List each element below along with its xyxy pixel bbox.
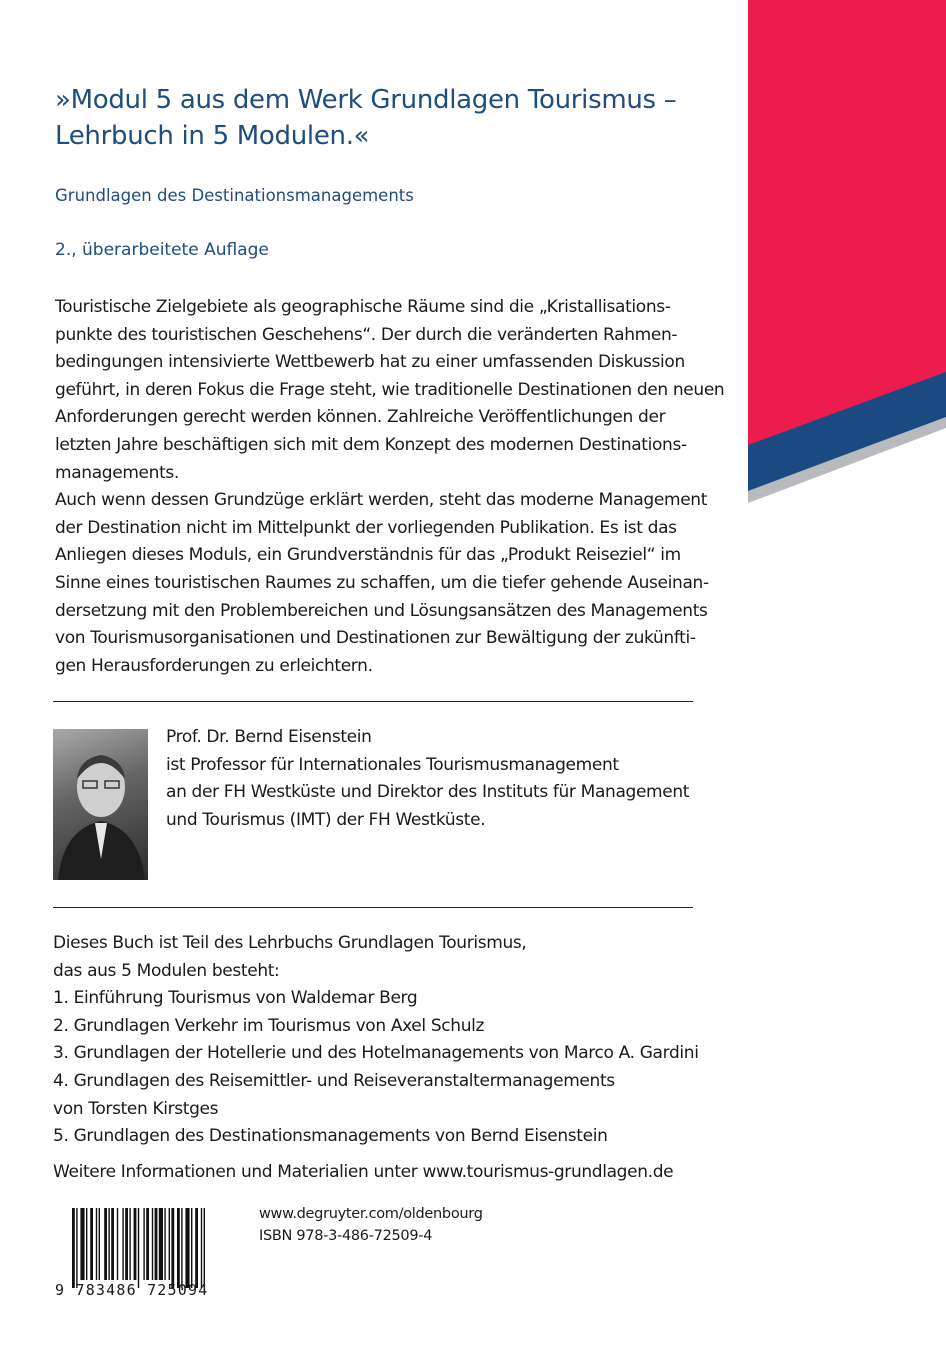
blurb-line: bedingungen intensivierte Wettbewerb hat zu einer umfassenden Diskussion bbox=[55, 352, 685, 373]
blurb-line: von Tourismusorganisationen und Destinationen zur Bewältigung der zukünfti- bbox=[55, 628, 696, 649]
blurb-line: letzten Jahre beschäftigen sich mit dem Konzept des modernen Destinations- bbox=[55, 434, 687, 455]
blurb-line: dersetzung mit den Problembereichen und Lösungsansätzen des Managements bbox=[55, 600, 708, 621]
subtitle: Grundlagen des Destinationsmanagements bbox=[55, 186, 414, 205]
isbn: ISBN 978-3-486-72509-4 bbox=[259, 1228, 433, 1244]
blurb-line: geführt, in deren Fokus die Frage steht, wie traditionelle Destinationen den neuen bbox=[55, 379, 725, 400]
series-line: 5. Grundlagen des Destinationsmanagements von Bernd Eisenstein bbox=[53, 1126, 608, 1147]
blurb-line: Sinne eines touristischen Raumes zu schaffen, um die tiefer gehende Auseinan- bbox=[55, 572, 709, 593]
author-line: und Tourismus (IMT) der FH Westküste. bbox=[166, 809, 486, 830]
blurb-line: der Destination nicht im Mittelpunkt der vorliegenden Publikation. Es ist das bbox=[55, 517, 677, 538]
series-line: von Torsten Kirstges bbox=[53, 1098, 219, 1119]
isbn-barcode bbox=[70, 1208, 210, 1288]
author-line: Prof. Dr. Bernd Eisenstein bbox=[166, 727, 372, 747]
blurb-line: Touristische Zielgebiete als geographische Räume sind die „Kristallisations- bbox=[55, 297, 671, 317]
blurb-line: gen Herausforderungen zu erleichtern. bbox=[55, 655, 373, 676]
author-photo bbox=[53, 729, 148, 880]
series-line: 2. Grundlagen Verkehr im Tourismus von Axel Schulz bbox=[53, 1015, 485, 1036]
blurb-line: Anforderungen gerecht werden können. Zahlreiche Veröffentlichungen der bbox=[55, 407, 666, 428]
series-line: das aus 5 Modulen besteht: bbox=[53, 960, 280, 981]
series-line: 3. Grundlagen der Hotellerie und des Hotelmanagements von Marco A. Gardini bbox=[53, 1043, 699, 1064]
more-info: Weitere Informationen und Materialien unter www.tourismus-grundlagen.de bbox=[53, 1162, 674, 1182]
author-line: ist Professor für Internationales Tourismusmanagement bbox=[166, 754, 619, 775]
title-line: »Modul 5 aus dem Werk Grundlagen Tourismus – bbox=[55, 85, 677, 115]
series-line: 1. Einführung Tourismus von Waldemar Berg bbox=[53, 988, 418, 1009]
publisher-url: www.degruyter.com/oldenbourg bbox=[259, 1206, 483, 1222]
series-list bbox=[53, 930, 699, 1151]
book-title bbox=[55, 82, 676, 154]
publisher-info bbox=[259, 1203, 483, 1247]
divider bbox=[53, 701, 693, 702]
title-line: Lehrbuch in 5 Modulen.« bbox=[55, 121, 370, 151]
blurb-line: managements. bbox=[55, 462, 179, 483]
blurb-line: punkte des touristischen Geschehens“. Der durch die veränderten Rahmen- bbox=[55, 324, 678, 345]
divider bbox=[53, 907, 693, 908]
series-line: 4. Grundlagen des Reisemittler- und Reiseveranstaltermanagements bbox=[53, 1070, 615, 1091]
cover-decoration-stripes bbox=[748, 0, 946, 510]
blurb-line: Anliegen dieses Moduls, ein Grundverständnis für das „Produkt Reiseziel“ im bbox=[55, 545, 681, 566]
blurb-line: Auch wenn dessen Grundzüge erklärt werden, steht das moderne Management bbox=[55, 490, 708, 511]
edition: 2., überarbeitete Auflage bbox=[55, 240, 269, 260]
author-bio bbox=[166, 724, 689, 834]
series-line: Dieses Buch ist Teil des Lehrbuchs Grundlagen Tourismus, bbox=[53, 933, 527, 953]
blurb bbox=[55, 294, 725, 680]
author-line: an der FH Westküste und Direktor des Instituts für Management bbox=[166, 782, 690, 803]
barcode-digits: 9 783486 725094 bbox=[55, 1281, 209, 1299]
